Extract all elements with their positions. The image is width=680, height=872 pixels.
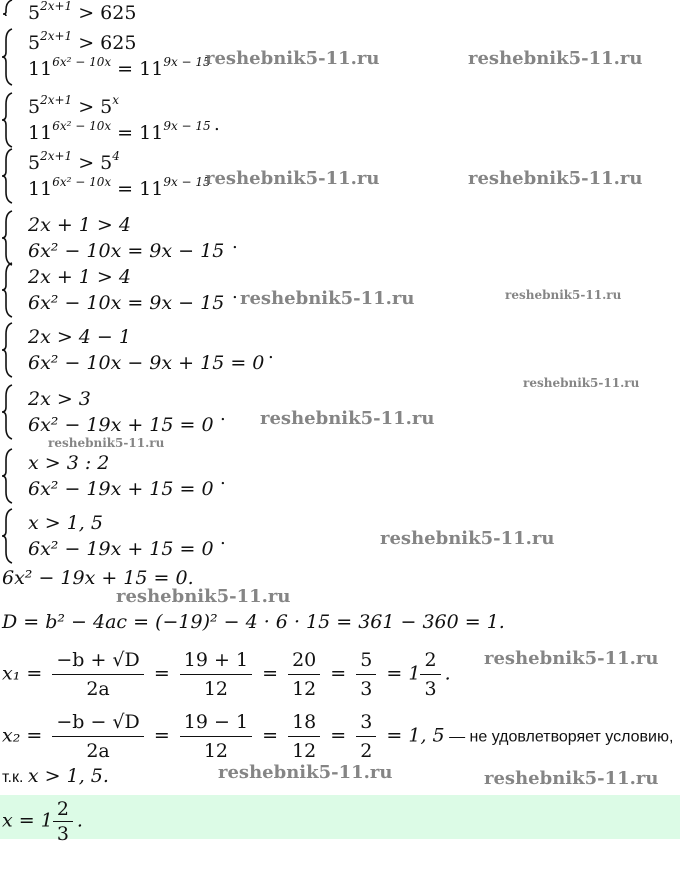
- watermark: reshebnik5-11.ru: [484, 768, 659, 789]
- brace: [0, 0, 14, 28]
- because-line: т.к. x > 1, 5.: [2, 765, 109, 787]
- answer-line: x = 1 $\frac{2}{3}$ .: [2, 798, 83, 845]
- root-x1-line: x₁ = $\frac{-b + √D}{2a}$ = $\frac{19 + 1}{12}$ = $\frac{20}{12}$ = $\frac{5}{3}$ = 1 $\frac{2}{3}$ .: [2, 649, 451, 700]
- system-4-row-2: $11^{6x^2 - 10x} = 11^{9x - 15}$: [28, 174, 211, 200]
- brace: [0, 28, 14, 86]
- x2-fraction-formula: $\frac{-b - √D}{2a}$: [52, 710, 143, 763]
- trailing-dot: .: [232, 282, 238, 303]
- x1-fraction-5-3: $\frac{5}{3}$: [356, 648, 376, 701]
- watermark: reshebnik5-11.ru: [260, 408, 435, 429]
- system-3-row-1: $5^{2x+1} > 5^x$: [28, 92, 120, 118]
- answer-box: [0, 795, 680, 845]
- trailing-dot: .: [268, 342, 274, 363]
- x2-lhs: x₂ =: [2, 724, 43, 747]
- x2-fraction-3-2: $\frac{3}{2}$: [356, 710, 376, 763]
- watermark: reshebnik5-11.ru: [218, 762, 393, 783]
- brace: [0, 210, 14, 266]
- trailing-dot: .: [220, 468, 226, 489]
- brace: [0, 262, 14, 318]
- discriminant-line: D = b² − 4ac = (−19)² − 4 · 6 · 15 = 361 − 360 = 1.: [2, 611, 505, 633]
- root-x2-line: x₂ = $\frac{-b - √D}{2a}$ = $\frac{19 - 1}{12}$ = $\frac{18}{12}$ = $\frac{3}{2}$ = 1, 5 — не удовлетворяет условию,: [2, 711, 674, 762]
- x1-fraction-formula: $\frac{-b + √D}{2a}$: [52, 648, 143, 701]
- system-10-row-1: x > 1, 5: [28, 512, 103, 534]
- system-5-row-1: 2x + 1 > 4: [28, 214, 131, 236]
- trailing-dot: .: [214, 114, 220, 135]
- x2-note: — не удовлетворяет условию,: [444, 728, 674, 746]
- watermark: reshebnik5-11.ru: [468, 168, 643, 189]
- system-3-row-2: $11^{6x^2 - 10x} = 11^{9x - 15}$: [28, 118, 211, 144]
- brace: [0, 508, 14, 564]
- watermark: reshebnik5-11.ru: [484, 648, 659, 669]
- brace: [0, 384, 14, 440]
- watermark: reshebnik5-11.ru: [48, 436, 165, 450]
- system-8-row-1: 2x > 3: [28, 388, 91, 410]
- answer-fraction: $\frac{2}{3}$: [53, 799, 73, 844]
- system-9-row-2: 6x² − 19x + 15 = 0: [28, 478, 214, 500]
- watermark: reshebnik5-11.ru: [205, 48, 380, 69]
- watermark: reshebnik5-11.ru: [380, 528, 555, 549]
- system-2-row-1: $5^{2x+1} > 625$: [28, 28, 137, 54]
- brace: [0, 448, 14, 504]
- watermark: reshebnik5-11.ru: [523, 376, 640, 390]
- quadratic-equation: 6x² − 19x + 15 = 0.: [2, 567, 194, 589]
- system-4-row-1: $5^{2x+1} > 5^4$: [28, 148, 120, 174]
- system-8-row-2: 6x² − 19x + 15 = 0: [28, 414, 214, 436]
- x1-fraction-20-12: $\frac{20}{12}$: [288, 648, 320, 701]
- system-6-row-2: 6x² − 10x = 9x − 15: [28, 292, 225, 314]
- trailing-dot: .: [220, 404, 226, 425]
- watermark: reshebnik5-11.ru: [468, 48, 643, 69]
- watermark: reshebnik5-11.ru: [505, 288, 622, 302]
- x2-fraction-values: $\frac{19 - 1}{12}$: [180, 710, 252, 763]
- system-0-row-1: $5^{2x+1} > 625$: [28, 0, 137, 24]
- system-9-row-1: x > 3 : 2: [28, 452, 110, 474]
- brace: [0, 148, 14, 204]
- x1-mixed-fraction: $\frac{2}{3}$: [420, 648, 440, 701]
- watermark: reshebnik5-11.ru: [205, 168, 380, 189]
- trailing-dot: .: [232, 232, 238, 253]
- system-10-row-2: 6x² − 19x + 15 = 0: [28, 538, 214, 560]
- system-7-row-2: 6x² − 10x − 9x + 15 = 0: [28, 352, 265, 374]
- x1-lhs: x₁ =: [2, 662, 43, 685]
- brace: [0, 322, 14, 378]
- system-6-row-1: 2x + 1 > 4: [28, 266, 131, 288]
- system-2-row-2: $11^{6x^2 - 10x} = 11^{9x - 15}$: [28, 54, 211, 80]
- trailing-dot: .: [220, 528, 226, 549]
- x1-fraction-values: $\frac{19 + 1}{12}$: [180, 648, 252, 701]
- watermark: reshebnik5-11.ru: [240, 288, 415, 309]
- brace: [0, 92, 14, 148]
- x2-fraction-18-12: $\frac{18}{12}$: [288, 710, 320, 763]
- watermark: reshebnik5-11.ru: [116, 586, 291, 607]
- system-5-row-2: 6x² − 10x = 9x − 15: [28, 240, 225, 262]
- system-7-row-1: 2x > 4 − 1: [28, 326, 131, 348]
